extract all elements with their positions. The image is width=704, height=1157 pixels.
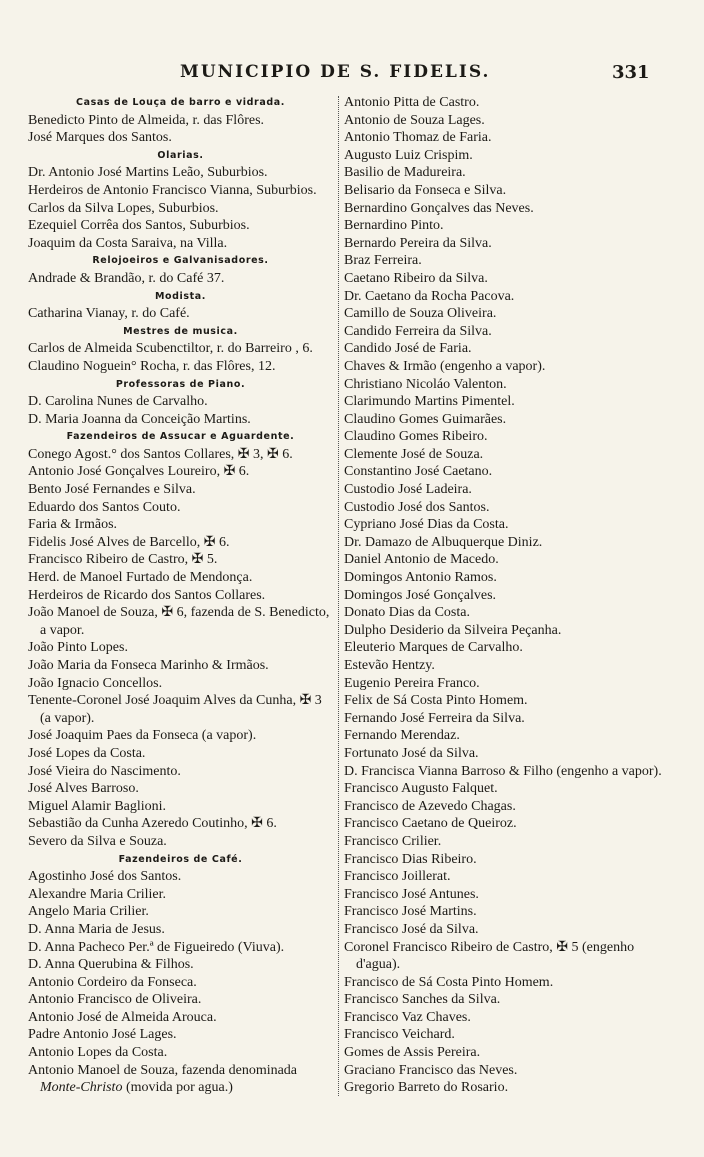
section-heading: Mestres de musica. <box>123 325 238 337</box>
section-heading: Fazendeiros de Assucar e Aguardente. <box>66 431 295 443</box>
directory-entry: Domingos Antonio Ramos. <box>344 570 497 586</box>
directory-entry: João Ignacio Concellos. <box>28 675 163 691</box>
directory-entry: Chaves & Irmão (engenho a vapor). <box>344 358 546 374</box>
directory-entry: Antonio Francisco de Oliveira. <box>28 992 202 1008</box>
section-heading: Fazendeiros de Café. <box>118 853 243 865</box>
column-divider <box>338 96 340 1096</box>
directory-entry: Catharina Vianay, r. do Café. <box>28 306 190 322</box>
directory-entry: Constantino José Caetano. <box>344 464 493 480</box>
directory-entry: Coronel Francisco Ribeiro de Castro, ✠ 5 (engenho d'agua). <box>344 939 635 973</box>
directory-entry: Bento José Fernandes e Silva. <box>28 482 196 498</box>
directory-entry: Clarimundo Martins Pimentel. <box>344 394 515 410</box>
directory-entry: Carlos da Silva Lopes, Suburbios. <box>28 200 219 216</box>
section-heading: Professoras de Piano. <box>115 378 246 390</box>
directory-entry: Francisco de Sá Costa Pinto Homem. <box>344 974 554 990</box>
directory-entry: Francisco Vaz Chaves. <box>344 1009 471 1025</box>
directory-entry: Daniel Antonio de Macedo. <box>344 552 499 568</box>
directory-entry: Antonio Cordeiro da Fonseca. <box>28 974 197 990</box>
entry-text: Antonio Manoel de Souza, fazenda denominada <box>28 1062 298 1078</box>
section-heading: Olarias. <box>157 149 204 161</box>
directory-entry: Herd. de Manoel Furtado de Mendonça. <box>28 570 253 586</box>
directory-entry: Eugenio Pereira Franco. <box>344 675 480 691</box>
directory-entry: Cypriano José Dias da Costa. <box>344 517 509 533</box>
directory-entry: D. Francisca Vianna Barroso & Filho (engenho a vapor). <box>344 763 662 779</box>
entry-italic-text: Monte-Christo <box>40 1080 123 1096</box>
directory-entry: Caetano Ribeiro da Silva. <box>344 270 488 286</box>
directory-entry: D. Carolina Nunes de Carvalho. <box>28 394 208 410</box>
directory-entry: Carlos de Almeida Scubenctiltor, r. do Barreiro , 6. <box>28 341 313 357</box>
directory-entry: Fernando José Ferreira da Silva. <box>344 710 525 726</box>
left-column <box>28 94 333 1097</box>
directory-entry: Antonio de Souza Lages. <box>344 112 485 128</box>
directory-entry: Andrade & Brandão, r. do Café 37. <box>28 270 225 286</box>
directory-entry: João Manoel de Souza, ✠ 6, fazenda de S. Benedicto, a vapor. <box>28 605 330 638</box>
directory-entry: Felix de Sá Costa Pinto Homem. <box>344 693 528 709</box>
directory-entry: Antonio Lopes da Costa. <box>28 1045 168 1061</box>
directory-entry: Dr. Damazo de Albuquerque Diniz. <box>344 534 543 550</box>
right-column <box>344 94 674 1097</box>
directory-entry: Benedicto Pinto de Almeida, r. das Flôres. <box>28 112 265 128</box>
directory-entry: Antonio Thomaz de Faria. <box>344 130 492 146</box>
directory-entry: Francisco Sanches da Silva. <box>344 992 501 1008</box>
directory-entry: Eleuterio Marques de Carvalho. <box>344 640 523 656</box>
directory-entry: Claudino Gomes Guimarães. <box>344 411 507 427</box>
directory-entry: Tenente-Coronel José Joaquim Alves da Cunha, ✠ 3 (a vapor). <box>28 693 322 726</box>
directory-entry: Estevão Hentzy. <box>344 658 435 673</box>
directory-entry: Fortunato José da Silva. <box>344 745 479 761</box>
directory-entry: Francisco Crilier. <box>344 833 442 849</box>
directory-entry: Joaquim da Costa Saraiva, na Villa. <box>28 235 228 251</box>
directory-entry: João Pinto Lopes. <box>28 640 128 656</box>
directory-entry: Herdeiros de Ricardo dos Santos Collares. <box>28 587 266 603</box>
directory-entry: Antonio José de Almeida Arouca. <box>28 1009 217 1025</box>
section-heading: Modista. <box>154 290 207 302</box>
directory-entry: Donato Dias da Costa. <box>344 605 470 621</box>
directory-entry: Gomes de Assis Pereira. <box>344 1045 481 1061</box>
directory-entry: Antonio Pitta de Castro. <box>344 95 480 110</box>
directory-entry: Dr. Antonio José Martins Leão, Suburbios. <box>28 165 268 181</box>
directory-entry: D. Anna Querubina & Filhos. <box>28 957 194 973</box>
page-number: 331 <box>612 62 650 83</box>
directory-entry: José Alves Barroso. <box>28 781 139 797</box>
page-title: MUNICIPIO DE S. FIDELIS. <box>180 62 491 82</box>
directory-entry: Angelo Maria Crilier. <box>28 904 149 920</box>
directory-entry: Antonio José Gonçalves Loureiro, ✠ 6. <box>28 464 250 480</box>
entry-text: (movida por agua.) <box>122 1080 233 1096</box>
directory-entry: Herdeiros de Antonio Francisco Vianna, Suburbios. <box>28 182 317 198</box>
directory-entry: Faria & Irmãos. <box>28 517 118 533</box>
directory-entry: Conego Agost.° dos Santos Collares, ✠ 3, ✠ 6. <box>28 446 293 462</box>
directory-entry: Custodio José Ladeira. <box>344 482 472 498</box>
section-heading: Casas de Louça de barro e vidrada. <box>76 97 285 108</box>
directory-entry: Francisco José Martins. <box>344 904 477 920</box>
directory-entry: Francisco José da Silva. <box>344 921 479 937</box>
directory-entry: Custodio José dos Santos. <box>344 499 490 515</box>
directory-entry: Ezequiel Corrêa dos Santos, Suburbios. <box>28 218 250 234</box>
directory-entry: Graciano Francisco das Neves. <box>344 1062 518 1078</box>
directory-entry: Braz Ferreira. <box>344 253 422 269</box>
directory-entry: D. Maria Joanna da Conceição Martins. <box>28 411 251 427</box>
directory-entry: José Vieira do Nascimento. <box>28 763 181 779</box>
directory-entry <box>28 1062 333 1097</box>
directory-entry: Camillo de Souza Oliveira. <box>344 306 497 322</box>
directory-entry: Francisco Joillerat. <box>344 869 451 885</box>
directory-entry: Alexandre Maria Crilier. <box>28 886 167 902</box>
section-heading: Relojoeiros e Galvanisadores. <box>92 255 269 267</box>
directory-entry: Augusto Luiz Crispim. <box>344 147 473 163</box>
directory-entry: D. Anna Maria de Jesus. <box>28 921 165 937</box>
page-header <box>0 62 704 88</box>
directory-entry: Fidelis José Alves de Barcello, ✠ 6. <box>28 534 230 550</box>
directory-entry: Fernando Merendaz. <box>344 728 460 744</box>
directory-entry: Dulpho Desiderio da Silveira Peçanha. <box>344 622 562 638</box>
directory-entry: Francisco de Azevedo Chagas. <box>344 798 516 814</box>
directory-entry: Francisco Caetano de Queiroz. <box>344 816 517 832</box>
directory-entry: Candido José de Faria. <box>344 341 472 357</box>
directory-entry: João Maria da Fonseca Marinho & Irmãos. <box>28 658 269 673</box>
directory-entry: Christiano Nicoláo Valenton. <box>344 376 507 392</box>
directory-entry: Padre Antonio José Lages. <box>28 1027 177 1043</box>
directory-entry: Gregorio Barreto do Rosario. <box>344 1080 509 1096</box>
directory-entry: Francisco Veichard. <box>344 1027 455 1043</box>
directory-entry: Clemente José de Souza. <box>344 446 484 462</box>
directory-entry: José Joaquim Paes da Fonseca (a vapor). <box>28 728 257 744</box>
directory-entry: Domingos José Gonçalves. <box>344 587 497 603</box>
directory-entry: Francisco José Antunes. <box>344 886 479 902</box>
directory-entry: Belisario da Fonseca e Silva. <box>344 182 507 198</box>
directory-entry: D. Anna Pacheco Per.ª de Figueiredo (Viuva). <box>28 939 285 955</box>
directory-entry: Basilio de Madureira. <box>344 165 466 181</box>
directory-entry: Agostinho José dos Santos. <box>28 869 182 885</box>
directory-entry: Claudino Gomes Ribeiro. <box>344 429 488 445</box>
directory-entry: Sebastião da Cunha Azeredo Coutinho, ✠ 6. <box>28 816 277 832</box>
directory-entry: Claudino Noguein° Rocha, r. das Flôres, 12. <box>28 358 276 374</box>
directory-entry: Candido Ferreira da Silva. <box>344 323 492 339</box>
directory-entry: José Lopes da Costa. <box>28 745 146 761</box>
directory-entry: Bernardo Pereira da Silva. <box>344 235 492 251</box>
directory-entry: Eduardo dos Santos Couto. <box>28 499 181 515</box>
directory-entry: Dr. Caetano da Rocha Pacova. <box>344 288 515 304</box>
directory-entry: Francisco Augusto Falquet. <box>344 781 498 797</box>
directory-entry: José Marques dos Santos. <box>28 130 172 146</box>
directory-entry: Francisco Ribeiro de Castro, ✠ 5. <box>28 552 218 568</box>
directory-entry: Bernardino Pinto. <box>344 218 444 234</box>
directory-entry: Bernardino Gonçalves das Neves. <box>344 200 534 216</box>
directory-entry: Francisco Dias Ribeiro. <box>344 851 477 867</box>
directory-entry: Miguel Alamir Baglioni. <box>28 798 167 814</box>
directory-entry: Severo da Silva e Souza. <box>28 833 167 849</box>
